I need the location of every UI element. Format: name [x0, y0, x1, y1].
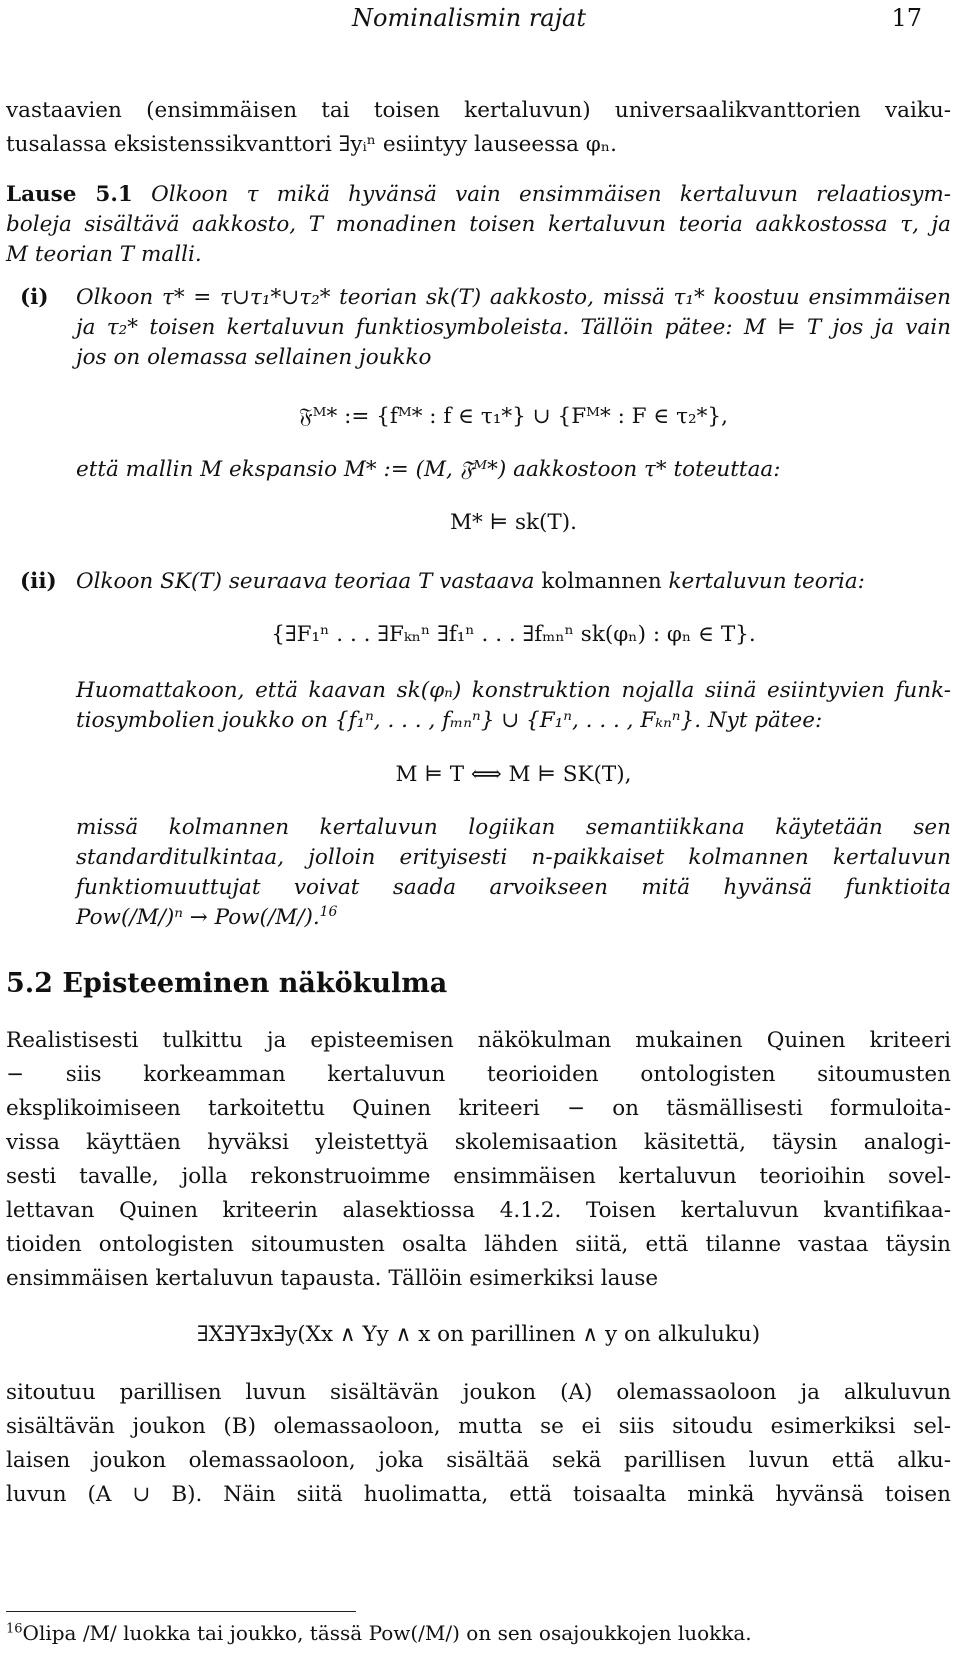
para2-line-4: luvun (A ∪ B). Näin siitä huolimatta, että toisaalta minkä hyvänsä toisen	[6, 1482, 951, 1507]
running-title: Nominalismin rajat	[352, 4, 587, 32]
item-ii-line-7	[76, 903, 951, 933]
item-ii-line-1-c: kertaluvun teoria:	[668, 569, 865, 594]
item-ii-line-2: Huomattakoon, että kaavan sk(φₙ) konstruktion nojalla siinä esiintyvien funk-	[76, 678, 951, 703]
item-i-label: (i)	[20, 285, 49, 310]
item-i-formula-1: 𝔉ᴹ* := {fᴹ* : f ∈ τ₁*} ∪ {Fᴹ* : F ∈ τ₂*},	[299, 404, 728, 429]
para-line-3: eksplikoimiseen tarkoitettu Quinen kriteeri − on täsmällisesti formuloita-	[6, 1096, 951, 1121]
para-line-4: vissa käyttäen hyväksi yleistettyä skolemisaation käsitettä, täysin analogi-	[6, 1130, 951, 1155]
item-i-formula-2: M* ⊨ sk(T).	[450, 510, 577, 535]
item-ii-line-6: funktiomuuttujat voivat saada arvoikseen mitä hyvänsä funktioita	[76, 875, 951, 900]
footnote	[6, 1619, 752, 1647]
para2-line-1: sitoutuu parillisen luvun sisältävän joukon (A) olemassaoloon ja alkuluvun	[6, 1380, 951, 1405]
footnote-mark: 16	[6, 1621, 23, 1637]
item-i-line-3: jos on olemassa sellainen joukko	[76, 345, 432, 370]
para2-line-3: laisen joukon olemassaoloon, joka sisältää sekä parillisen luvun että alku-	[6, 1448, 951, 1473]
footnote-rule	[6, 1611, 356, 1612]
para-formula: ∃X∃Y∃x∃y(Xx ∧ Yy ∧ x on parillinen ∧ y on alkuluku)	[196, 1322, 761, 1347]
item-ii-line-1	[76, 567, 951, 597]
item-ii-label: (ii)	[20, 569, 57, 594]
para-line-5: sesti tavalle, jolla rekonstruoimme ensimmäisen kertaluvun teorioihin sovel-	[6, 1164, 951, 1189]
footnote-text: Olipa /M/ luokka tai joukko, tässä Pow(/M/) on sen osajoukkojen luokka.	[22, 1621, 752, 1645]
item-ii-formula-2: M ⊨ T ⟺ M ⊨ SK(T),	[395, 762, 632, 787]
lause-line-2: boleja sisältävä aakkosto, T monadinen toisen kertaluvun teoria aakkostossa τ, ja	[6, 212, 951, 237]
section-heading: 5.2 Episteeminen näkökulma	[6, 968, 448, 999]
item-ii-line-3: tiosymbolien joukko on {f₁ⁿ, . . . , fₘₙⁿ} ∪ {F₁ⁿ, . . . , Fₖₙⁿ}. Nyt pätee:	[76, 708, 823, 733]
para-line-8: ensimmäisen kertaluvun tapausta. Tällöin esimerkiksi lause	[6, 1266, 659, 1291]
page-number: 17	[891, 4, 922, 32]
para-line-2: − siis korkeamman kertaluvun teorioiden ontologisten sitoumusten	[6, 1062, 951, 1087]
item-ii-line-1-a: Olkoon SK(T) seuraava teoriaa T vastaava	[76, 569, 535, 594]
para-line-1: Realistisesti tulkittu ja episteemisen näkökulman mukainen Quinen kriteeri	[6, 1028, 951, 1053]
item-ii-formula-1: {∃F₁ⁿ . . . ∃Fₖₙⁿ ∃f₁ⁿ . . . ∃fₘₙⁿ sk(φₙ) : φₙ ∈ T}.	[271, 622, 756, 647]
para2-line-2: sisältävän joukon (B) olemassaoloon, mutta se ei siis sitoudu esimerkiksi sel-	[6, 1414, 951, 1439]
para-line-7: tioiden ontologisten sitoumusten osalta lähden siitä, että tilanne vastaa täysin	[6, 1232, 951, 1257]
item-ii-line-4: missä kolmannen kertaluvun logiikan semantiikkana käytetään sen	[76, 815, 951, 840]
lause-line-1	[6, 180, 951, 210]
lause-line-3: M teorian T malli.	[6, 242, 202, 267]
lause-label: Lause 5.1	[6, 182, 133, 207]
running-header	[0, 4, 960, 36]
item-i-line-4: että mallin M ekspansio M* := (M, 𝔉ᴹ*) aakkostoon τ* toteuttaa:	[76, 457, 781, 482]
footnote-ref: 16	[319, 903, 338, 920]
intro-line-1: vastaavien (ensimmäisen tai toisen kertaluvun) universaalikvanttorien vaiku-	[6, 98, 951, 123]
item-i-line-1: Olkoon τ* = τ∪τ₁*∪τ₂* teorian sk(T) aakkosto, missä τ₁* koostuu ensimmäisen	[76, 285, 951, 310]
item-ii-line-5: standarditulkintaa, jolloin erityisesti n-paikkaiset kolmannen kertaluvun	[76, 845, 951, 870]
item-ii-line-1-b: kolmannen	[534, 569, 669, 594]
lause-text-1: Olkoon τ mikä hyvänsä vain ensimmäisen kertaluvun relaatiosym-	[151, 182, 951, 207]
para-line-6: lettavan Quinen kriteerin alasektiossa 4.1.2. Toisen kertaluvun kvantifikaa-	[6, 1198, 951, 1223]
intro-line-2: tusalassa eksistenssikvanttori ∃yᵢⁿ esiintyy lauseessa φₙ.	[6, 132, 617, 157]
item-i-line-2: ja τ₂* toisen kertaluvun funktiosymboleista. Tällöin pätee: M ⊨ T jos ja vain	[76, 315, 951, 340]
item-ii-line-7-text: Pow(/M/)ⁿ → Pow(/M/).	[76, 905, 320, 930]
